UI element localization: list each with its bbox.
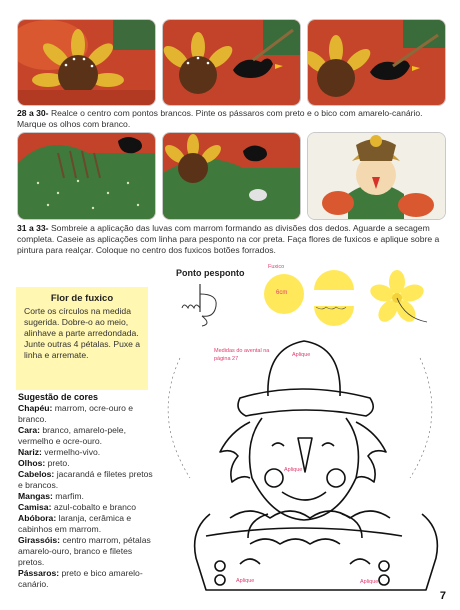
- scarecrow-pattern-drawing: [150, 318, 450, 596]
- color-item-label: Nariz:: [18, 447, 42, 457]
- color-item-label: Cara:: [18, 425, 40, 435]
- color-item-value: preto e bico amarelo-canário.: [18, 568, 143, 589]
- aplique-label-bottom-right: Aplique: [360, 579, 379, 585]
- step-photo-33: [307, 132, 446, 220]
- color-item: [18, 568, 158, 590]
- color-item-value: marfim.: [55, 491, 84, 501]
- color-item-label: Camisa:: [18, 502, 52, 512]
- flor-de-fuxico-box: [16, 287, 148, 390]
- page-number: 7: [439, 590, 446, 602]
- aplique-label-bottom-left: Aplique: [236, 578, 255, 584]
- color-item: [18, 425, 158, 447]
- color-item-value: centro marrom, pétalas amarelo-ouro, branco e filetes pretos.: [18, 535, 151, 567]
- color-item-value: azul-cobalto e branco: [53, 502, 136, 512]
- fuxico-label: Fuxico: [268, 264, 285, 270]
- color-item: [18, 403, 158, 425]
- step-text: Sombreie a aplicação das luvas com marrom formando as divisões dos dedos. Aguarde a secagem completa. Caseie as aplicações com linha para pesponto na cor preta. Faça flores de fuxicos e aplique sobre a pintura para realçar. Coloque no centro dos fuxicos botões forrados.: [17, 223, 440, 255]
- step-photo-28: [17, 19, 156, 106]
- sunflower-painting-image: [18, 20, 155, 105]
- step-photo-31: [17, 132, 156, 220]
- color-item-label: Girassóis:: [18, 535, 61, 545]
- color-item-label: Abóbora:: [18, 513, 57, 523]
- step-number: 28 a 30-: [17, 108, 49, 118]
- color-suggestions: [18, 392, 158, 590]
- color-item: [18, 491, 158, 502]
- color-suggestions-title: Sugestão de cores: [18, 392, 99, 402]
- color-item-value: vermelho-vivo.: [44, 447, 101, 457]
- color-item-value: marrom, ocre-ouro e branco.: [18, 403, 134, 424]
- color-item: [18, 502, 158, 513]
- aplique-label-hat: Aplique: [292, 352, 311, 358]
- step-caption-31-33: [17, 223, 445, 256]
- step-number: 31 a 33-: [17, 223, 49, 233]
- bird-beak-painting-image: [308, 20, 445, 105]
- fuxico-size-label: 6cm: [276, 290, 288, 296]
- color-item-value: jacarandá e filetes pretos e brancos.: [18, 469, 153, 490]
- step-text: Realce o centro com pontos brancos. Pinte os pássaros com preto e o bico com amarelo-canário. Marque os olhos com branco.: [17, 108, 423, 129]
- step-caption-28-30: [17, 108, 445, 130]
- stitching-painting-image: [163, 133, 300, 219]
- color-item-value: laranja, cerâmica e cabinhos em marrom.: [18, 513, 132, 534]
- color-item-label: Mangas:: [18, 491, 53, 501]
- color-item-label: Pássaros:: [18, 568, 60, 578]
- flor-de-fuxico-title: Flor de fuxico: [50, 293, 114, 304]
- ponto-pesponto-title: Ponto pesponto: [176, 268, 245, 278]
- color-item: [18, 535, 158, 568]
- color-item-label: Olhos:: [18, 458, 46, 468]
- glove-painting-image: [18, 133, 155, 219]
- color-item: [18, 513, 158, 535]
- color-item-value: branco, amarelo-pele, vermelho e ocre-ouro.: [18, 425, 126, 446]
- color-item: [18, 447, 158, 458]
- color-item: [18, 458, 158, 469]
- scarecrow-finished-image: [308, 133, 445, 219]
- step-photo-29: [162, 19, 301, 106]
- measure-note: Medidas do avental na página 27: [214, 348, 270, 362]
- color-item: [18, 469, 158, 491]
- bird-painting-image: [163, 20, 300, 105]
- color-item-value: preto.: [47, 458, 70, 468]
- color-item-label: Chapéu:: [18, 403, 53, 413]
- step-photo-30: [307, 19, 446, 106]
- step-photo-32: [162, 132, 301, 220]
- aplique-label-face: Aplique: [284, 467, 303, 473]
- flor-de-fuxico-text: Corte os círculos na medida sugerida. Dobre-o ao meio, alinhave a parte arredondada. Junte outras 4 pétalas. Puxe a linha e arremate.: [24, 306, 141, 360]
- color-item-label: Cabelos:: [18, 469, 55, 479]
